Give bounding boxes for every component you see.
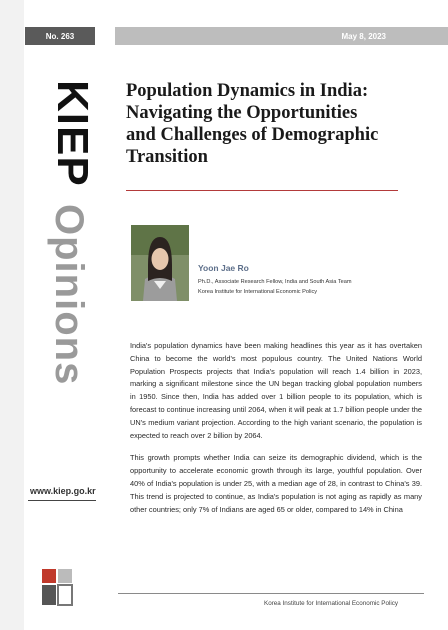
- kiep-logo-text: KIEP: [48, 80, 97, 187]
- article-body: [130, 340, 422, 526]
- kiep-emblem-icon: [40, 567, 74, 607]
- brand-vertical: [28, 76, 97, 456]
- footer-divider: [118, 593, 424, 594]
- title-line: and Challenges of Demographic: [126, 125, 379, 145]
- author-name: Yoon Jae Ro: [198, 263, 249, 273]
- site-url[interactable]: www.kiep.go.kr: [30, 486, 96, 496]
- body-paragraph: This growth prompts whether India can seize its demographic dividend, which is the opportunity to accelerate economic growth through its large, youthful population. Over 40% of India's population is under 25, with a median age of 28, in contrast to China's 39. This trend is projected to continue, as India's population is not aging as rapidly as many other countries; only 7% of Indians are aged 65 or older, compared to 14% in China: [130, 453, 422, 514]
- footer-institution: Korea Institute for International Economic Policy: [264, 600, 399, 607]
- site-url-rule: [28, 500, 96, 501]
- opinions-series-text: Opinions: [47, 204, 91, 386]
- author-institution: Korea Institute for International Economic Policy: [198, 289, 318, 295]
- publication-date-bar: [115, 27, 448, 45]
- article-title: [126, 80, 426, 168]
- left-rail: [0, 0, 24, 630]
- title-line: Transition: [126, 147, 208, 167]
- title-divider: [126, 190, 398, 191]
- body-paragraph: India's population dynamics have been making headlines this year as it has overtaken China to become the world's most populous country. The United Nations World Population Prospects projects that India's population will reach 1.4 billion in 2023, marking a significant milestone since the UN began tracking global population numbers in 1950. Since then, India has added over 1 billion people to its population, which is forecast to continue increasing until 2064, when it will peak at 1.7 billion people under the UN's medium variant projection. According to the high variant scenario, the population is expected to reach over 2 billion by 2064.: [130, 341, 422, 440]
- issue-number: No. 263: [25, 27, 95, 45]
- title-line: Navigating the Opportunities: [126, 103, 358, 123]
- author-photo: [131, 225, 189, 301]
- publication-date: May 8, 2023: [341, 31, 386, 41]
- title-line: Population Dynamics in India:: [126, 81, 369, 101]
- author-affiliation: Ph.D., Associate Research Fellow, India and South Asia Team: [198, 279, 352, 285]
